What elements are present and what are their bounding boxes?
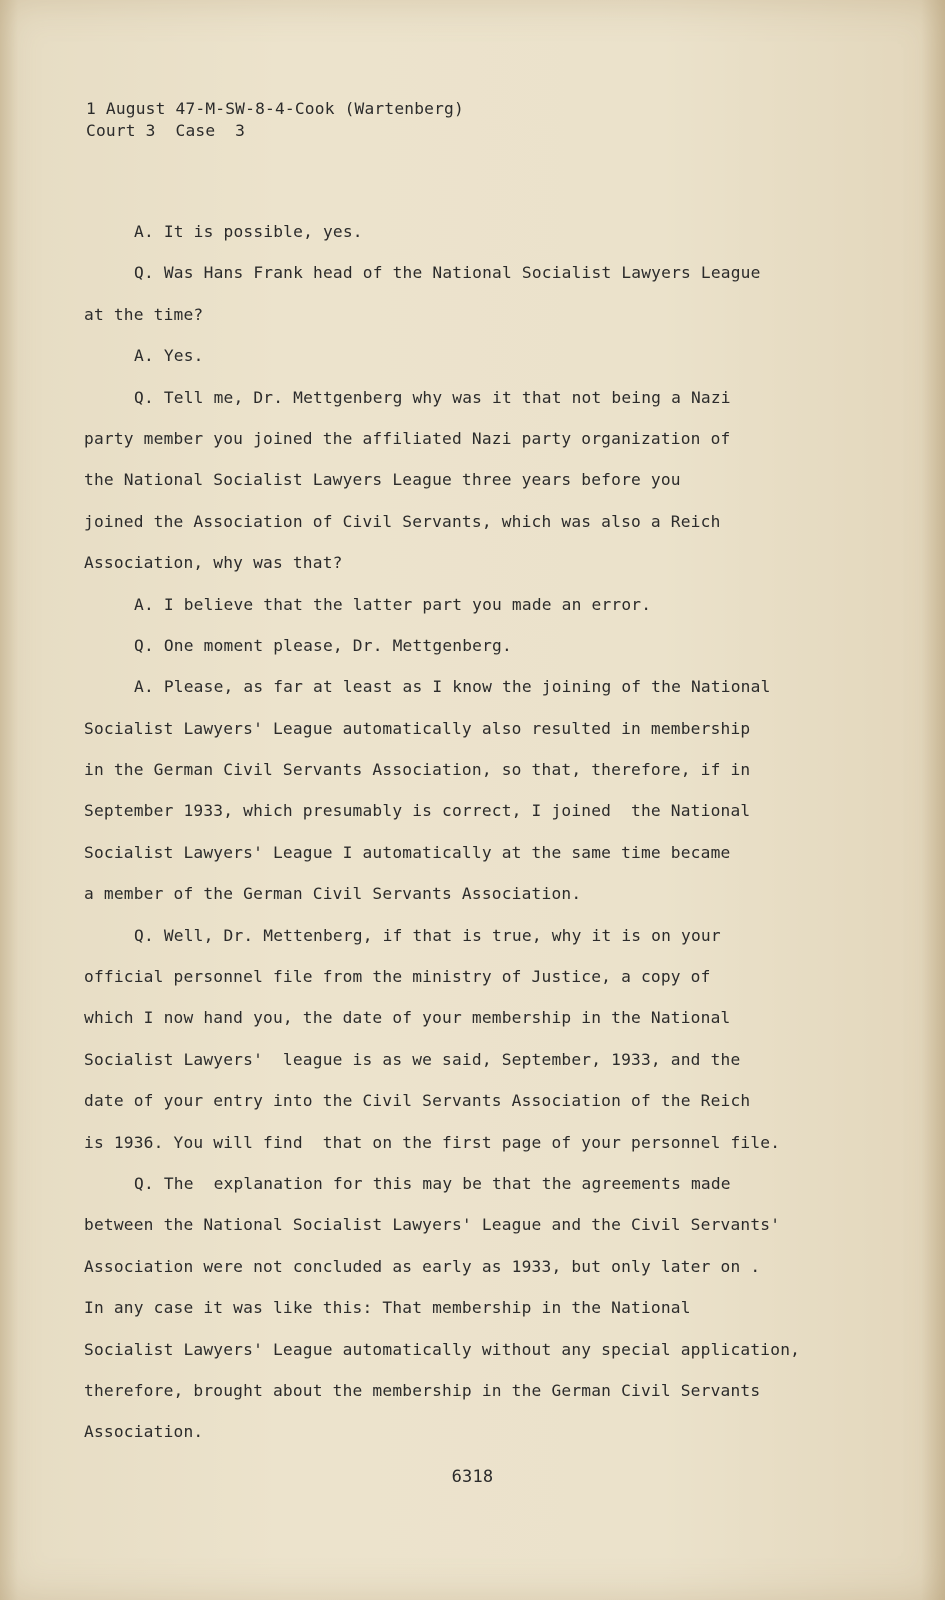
transcript-line: Q. Was Hans Frank head of the National Socialist Lawyers League	[134, 263, 761, 283]
transcript-line: A. Please, as far at least as I know the joining of the National	[134, 677, 771, 697]
transcript-line: therefore, brought about the membership in the German Civil Servants	[84, 1380, 761, 1400]
transcript-line: is 1936. You will find that on the first page of your personnel file.	[84, 1132, 781, 1152]
transcript-line: September 1933, which presumably is correct, I joined the National	[84, 801, 751, 821]
transcript-line: Socialist Lawyers' League automatically also resulted in membership	[84, 718, 751, 738]
transcript-line: Socialist Lawyers' League automatically without any special application,	[84, 1339, 801, 1359]
transcript-line: Association, why was that?	[84, 553, 343, 573]
transcript-line: a member of the German Civil Servants Association.	[84, 884, 582, 904]
transcript-line: Association.	[84, 1422, 204, 1442]
transcript-line: official personnel file from the ministry of Justice, a copy of	[84, 967, 711, 987]
header-court-line: Court 3 Case 3	[86, 121, 246, 140]
transcript-line: Q. One moment please, Dr. Mettgenberg.	[134, 635, 512, 655]
transcript-line: date of your entry into the Civil Servants Association of the Reich	[84, 1091, 751, 1111]
transcript-line: Q. Well, Dr. Mettenberg, if that is true, why it is on your	[134, 925, 721, 945]
transcript-line: A. I believe that the latter part you made an error.	[134, 594, 652, 614]
transcript-line: in the German Civil Servants Association, so that, therefore, if in	[84, 760, 751, 780]
header-date-line: 1 August 47-M-SW-8-4-Cook (Wartenberg)	[86, 99, 464, 118]
transcript-line: which I now hand you, the date of your membership in the National	[84, 1008, 731, 1028]
transcript-line: A. It is possible, yes.	[134, 222, 363, 241]
transcript-line: In any case it was like this: That membership in the National	[84, 1298, 691, 1318]
paper-edge-right	[921, 0, 945, 1600]
paper-edge-left	[0, 0, 18, 1600]
transcript-line: Q. The explanation for this may be that the agreements made	[134, 1173, 731, 1193]
page-number: 6318	[451, 1467, 494, 1487]
transcript-line: Socialist Lawyers' League I automatically at the same time became	[84, 842, 731, 862]
transcript-line: Q. Tell me, Dr. Mettgenberg why was it that not being a Nazi	[134, 387, 731, 407]
transcript-line: Socialist Lawyers' league is as we said, September, 1933, and the	[84, 1049, 741, 1069]
transcript-line: at the time?	[84, 304, 204, 324]
transcript-line: joined the Association of Civil Servants, which was also a Reich	[84, 511, 721, 531]
transcript-line: the National Socialist Lawyers League three years before you	[84, 470, 681, 490]
transcript-line: between the National Socialist Lawyers' League and the Civil Servants'	[84, 1215, 781, 1235]
transcript-line: A. Yes.	[134, 346, 204, 366]
transcript-line: party member you joined the affiliated Nazi party organization of	[84, 428, 731, 448]
document-header	[86, 98, 464, 142]
transcript-body	[84, 221, 884, 1463]
transcript-line: Association were not concluded as early as 1933, but only later on .	[84, 1256, 761, 1276]
